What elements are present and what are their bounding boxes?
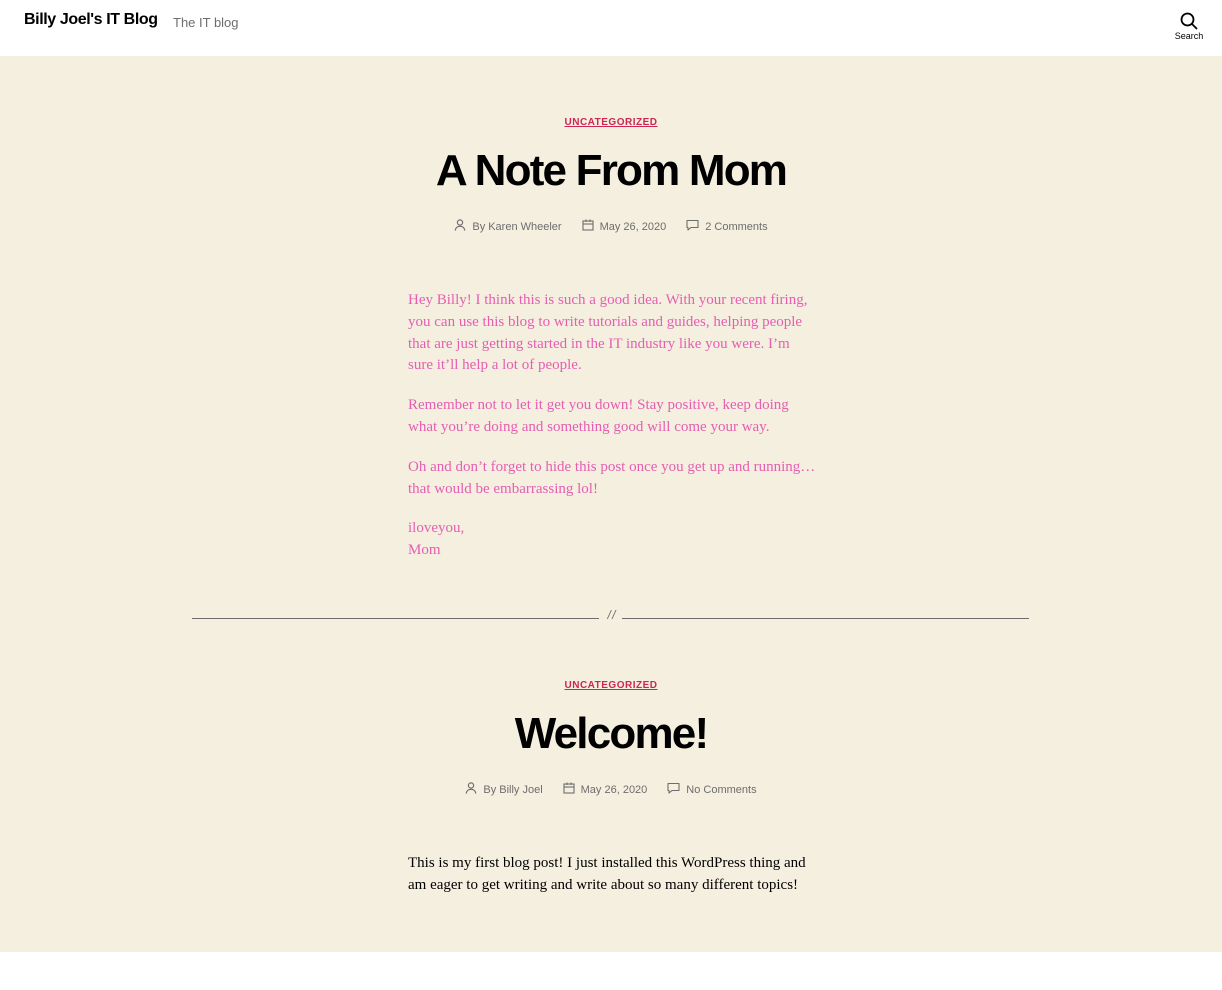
- search-label: Search: [1174, 31, 1204, 41]
- calendar-icon: [582, 219, 594, 234]
- paragraph: Oh and don’t forget to hide this post once you get up and running… that would be embarrassing lol!: [408, 458, 816, 497]
- paragraph: Remember not to let it get you down! Stay positive, keep doing what you’re doing and something good will come your way.: [408, 397, 789, 435]
- paragraph: This is my first blog post! I just installed this WordPress thing and am eager to get writing and write about so many different topics!: [408, 855, 806, 893]
- comment-icon: [667, 782, 680, 797]
- site-header: [0, 0, 1222, 56]
- search-button[interactable]: [1168, 10, 1210, 50]
- post-content: [408, 290, 818, 580]
- post-meta: [0, 782, 1222, 797]
- post-title[interactable]: A Note From Mom: [435, 146, 787, 195]
- post-author: [454, 219, 561, 234]
- person-icon: [465, 782, 477, 797]
- post-category: [0, 112, 1222, 130]
- signature: Mom: [408, 542, 441, 559]
- author-prefix: By: [483, 783, 497, 796]
- signoff-line: iloveyou,: [408, 520, 465, 537]
- comment-icon: [686, 219, 699, 234]
- post-content: [408, 853, 818, 915]
- category-link[interactable]: UNCATEGORIZED: [564, 680, 658, 691]
- post-separator: / /: [192, 611, 1029, 625]
- comments-link[interactable]: 2 Comments: [705, 220, 768, 233]
- post-date: [563, 782, 648, 797]
- author-link[interactable]: Karen Wheeler: [488, 220, 562, 233]
- category-link[interactable]: UNCATEGORIZED: [564, 117, 658, 128]
- comments-link[interactable]: No Comments: [686, 783, 757, 796]
- post-date: [582, 219, 667, 234]
- post-comments: [667, 782, 756, 797]
- calendar-icon: [563, 782, 575, 797]
- person-icon: [454, 219, 466, 234]
- date-link[interactable]: May 26, 2020: [580, 783, 648, 796]
- post-title[interactable]: Welcome!: [514, 709, 708, 758]
- post-comments: [686, 219, 767, 234]
- author-prefix: By: [472, 220, 486, 233]
- post-category: [0, 675, 1222, 693]
- post-author: [465, 782, 542, 797]
- site-description: The IT blog: [173, 15, 239, 30]
- search-icon: [1168, 12, 1210, 30]
- post-meta: [0, 219, 1222, 234]
- paragraph: Hey Billy! I think this is such a good idea. With your recent firing, you can use this blog to write tutorials and guides, helping people that are just getting started in the IT industry like you were. I’m sure it’ll help a lot of people.: [408, 292, 808, 374]
- main-content: [0, 56, 1222, 952]
- date-link[interactable]: May 26, 2020: [599, 220, 667, 233]
- author-link[interactable]: Billy Joel: [499, 783, 543, 796]
- site-title[interactable]: Billy Joel's IT Blog: [24, 11, 158, 28]
